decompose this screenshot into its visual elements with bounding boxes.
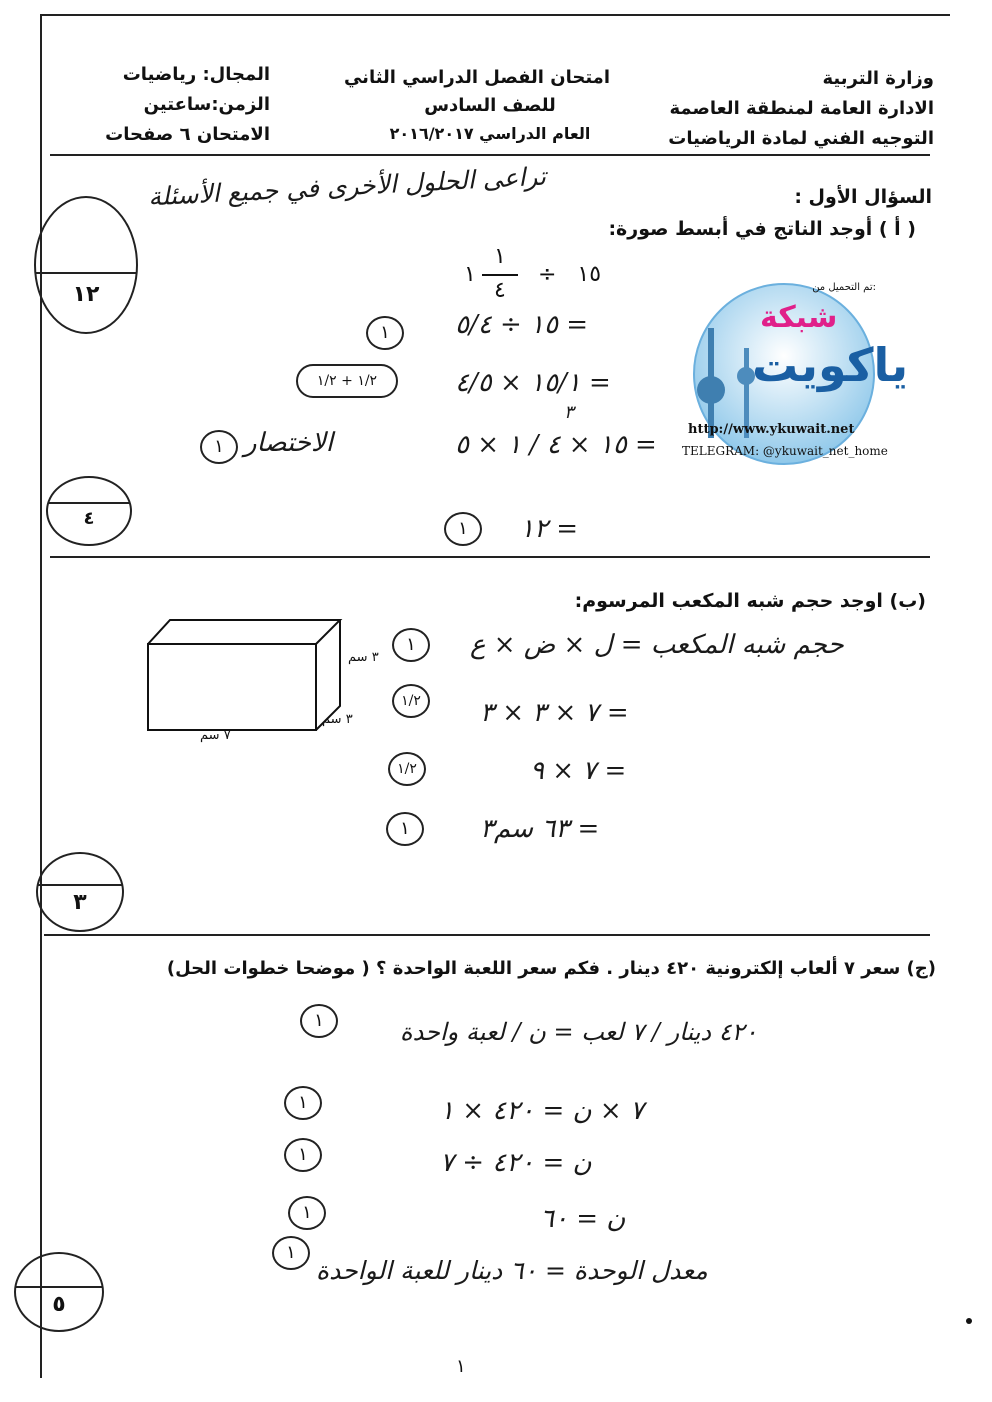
- watermark-brand-main: ياكويت: [752, 338, 909, 392]
- a-reduce-label: الاختصار: [244, 428, 333, 458]
- watermark-logo: [682, 278, 909, 466]
- b-step-4: = ٦٣ سم٣: [480, 814, 600, 844]
- part-a-prompt: ( أ ) أوجد الناتج في أبسط صورة:: [608, 218, 916, 240]
- oval-divider: [36, 272, 136, 274]
- cuboid-front: [148, 644, 316, 730]
- page-number: ١: [456, 1356, 466, 1377]
- tower-ball-left: [697, 376, 725, 404]
- header-left: [105, 60, 270, 150]
- frac-den: ٤: [494, 278, 506, 303]
- score-part-c: ٥: [52, 1292, 66, 1317]
- watermark-url: http://www.ykuwait.net: [688, 422, 855, 437]
- c-step-3: ن = ٤٢٠ ÷ ٧: [440, 1148, 592, 1178]
- cuboid-figure: [140, 612, 350, 738]
- part-a-expression: [460, 244, 620, 310]
- b-step-2: = ٧ × ٣ × ٣: [480, 698, 629, 728]
- directorate-name: الادارة العامة لمنطقة العاصمة: [669, 98, 934, 119]
- mark-b4: ١: [386, 812, 424, 846]
- scan-dot: [966, 1318, 972, 1324]
- dim-length: ٧ سم: [200, 728, 231, 743]
- score-part-a: ٤: [83, 508, 95, 529]
- mark-b1: ١: [392, 628, 430, 662]
- oval-divider: [48, 502, 130, 504]
- academic-year: العام الدراسي ٢٠١٦/٢٠١٧: [389, 124, 591, 143]
- frac-num: ١: [494, 244, 506, 269]
- oval-divider: [38, 884, 122, 886]
- b-step-1: حجم شبه المكعب = ل × ض × ع: [470, 630, 844, 660]
- grader-note: تراعى الحلول الأخرى في جميع الأسئلة: [147, 161, 547, 212]
- score-oval-part-c: [14, 1252, 104, 1332]
- mark-b3: ١/٢: [388, 752, 426, 786]
- a-step-2: = ١٥/١ × ٤/٥: [455, 368, 611, 398]
- dim-height: ٣ سم: [348, 650, 379, 665]
- part-c-prompt: (ج) سعر ٧ ألعاب إلكترونية ٤٢٠ دينار . فكم سعر اللعبة الواحدة ؟ ( موضحا خطوات الحل): [166, 958, 936, 979]
- mark-a1: ١: [366, 316, 404, 350]
- supervision-name: التوجيه الفني لمادة الرياضيات: [668, 128, 934, 149]
- mark-c5: ١: [272, 1236, 310, 1270]
- watermark-telegram: TELEGRAM: @ykuwait_net_home: [682, 444, 888, 458]
- mark-c1: ١: [300, 1004, 338, 1038]
- part-b-prompt: (ب) اوجد حجم شبه المكعب المرسوم:: [574, 590, 926, 612]
- cuboid-top: [148, 620, 340, 644]
- mark-a2: ١/٢ + ١/٢: [296, 364, 398, 398]
- mark-c3: ١: [284, 1138, 322, 1172]
- page-count: الامتحان ٦ صفحات: [105, 124, 270, 145]
- score-oval-part-a: [46, 476, 132, 546]
- header-right: [668, 64, 934, 154]
- grade: للصف السادس: [424, 95, 556, 116]
- score-total: ١٢: [72, 282, 100, 307]
- c-step-1: ٤٢٠ دينار / ٧ لعب = ن / لعبة واحدة: [400, 1018, 758, 1046]
- a-cancel-note: ٣: [564, 402, 574, 423]
- mark-c4: ١: [288, 1196, 326, 1230]
- mark-a4: ١: [444, 512, 482, 546]
- divide-and-15: ١٥ ÷: [538, 262, 602, 287]
- c-step-5: معدل الوحدة = ٦٠ دينار للعبة الواحدة: [316, 1256, 708, 1285]
- score-oval-part-b: [36, 852, 124, 932]
- ministry-name: وزارة التربية: [822, 68, 934, 89]
- c-step-2: ٧ × ن = ٤٢٠ × ١: [440, 1096, 644, 1126]
- a-step-1: = ١٥ ÷ ٥/٤: [455, 310, 589, 340]
- b-step-3: = ٧ × ٩: [530, 756, 627, 786]
- header-center: [343, 64, 610, 148]
- mark-a3: ١: [200, 430, 238, 464]
- divider-b-c: [44, 934, 930, 936]
- a-step-3: = ١٥ × ٤ / ١ × ٥: [455, 430, 657, 460]
- c-step-4: ن = ٦٠: [540, 1204, 626, 1234]
- watermark-brand-top: شبكة: [760, 300, 838, 335]
- oval-divider: [16, 1286, 102, 1288]
- duration: الزمن:ساعتين: [143, 94, 270, 115]
- subject: المجال: رياضيات: [122, 64, 270, 85]
- score-part-b: ٣: [73, 890, 87, 915]
- a-step-4: = ١٢: [520, 514, 578, 544]
- header-divider: [50, 154, 930, 156]
- divider-a-b: [50, 556, 930, 558]
- dim-depth: ٣ سم: [322, 712, 353, 727]
- question-title: السؤال الأول :: [794, 186, 932, 208]
- mark-b2: ١/٢: [392, 684, 430, 718]
- score-oval-total: [34, 196, 138, 334]
- watermark-caption: تم التحميل من:: [812, 282, 876, 293]
- frac-bar: [482, 274, 518, 276]
- mark-c2: ١: [284, 1086, 322, 1120]
- exam-title: امتحان الفصل الدراسي الثاني: [343, 67, 610, 88]
- mixed-whole: ١: [464, 262, 476, 287]
